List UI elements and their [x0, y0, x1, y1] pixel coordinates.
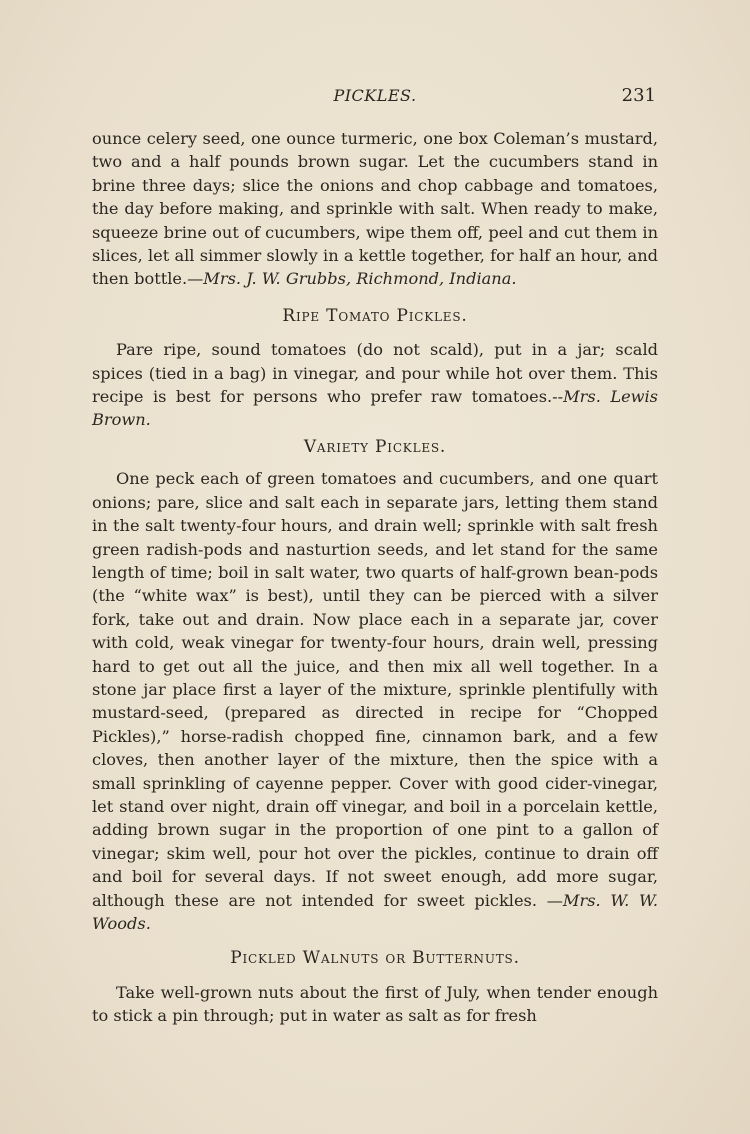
- page-header: [92, 86, 658, 114]
- ripe-tomato-pickles-paragraph: [92, 338, 658, 432]
- running-head: PICKLES.: [333, 86, 417, 105]
- pickled-walnuts-paragraph: [92, 981, 658, 1028]
- ripe-tomato-pickles-heading: Ripe Tomato Pickles.: [282, 305, 468, 326]
- recipe-continued-text: ounce celery seed, one ounce turmeric, one box Coleman’s mustard, two and a half pounds brown sugar. Let the cucumbers stand in brine three days; slice the onions and chop cabbage and tomatoes, the day before making, and sprinkle with salt. When ready to make, squeeze brine out of cucumbers, wipe them off, peel and cut them in slices, let all simmer slowly in a kettle together, for half an hour, and then bottle.—: [92, 129, 658, 289]
- pickled-walnuts-heading: Pickled Walnuts or Butternuts.: [230, 948, 520, 969]
- pickled-walnuts-text: Take well-grown nuts about the first of July, when tender enough to stick a pin through; put in water as salt as for fresh: [92, 982, 658, 1026]
- variety-pickles-citation: Mrs. W. W. Woods.: [92, 890, 658, 933]
- recipe-continued-paragraph: [92, 127, 658, 291]
- ripe-tomato-pickles-text: Pare ripe, sound tomatoes (do not scald), put in a jar; scald spices (tied in a bag) in vinegar, and pour while hot over them. This recipe is best for persons who prefer raw tomatoes.--: [92, 340, 658, 407]
- variety-pickles-heading: Variety Pickles.: [303, 436, 447, 457]
- page-number: 231: [621, 85, 656, 106]
- variety-pickles-text: One peck each of green tomatoes and cucumbers, and one quart onions; pare, slice and salt each in separate jars, letting them stand in the salt twenty-four hours, and drain well; sprinkle with salt fresh green radish-pods and nasturtion seeds, and let stand for the same length of time; boil in salt water, two quarts of half-grown bean-pods (the “white wax” is best), until they can be pierced with a silver fork, take out and drain. Now place each in a separate jar, cover with cold, weak vinegar for twenty-four hours, drain well, pressing hard to get out all the juice, and then mix all well together. In a stone jar place first a layer of the mixture, sprinkle plentifully with mustard-seed, (prepared as directed in recipe for “Chopped Pickles),” horse-radish chopped fine, cinnamon bark, and a few cloves, then another layer of the mixture, then the spice with a small sprinkling of cayenne pepper. Cover with good cider-vinegar, let stand over night, drain off vinegar, and boil in a porcelain kettle, adding brown sugar in the proportion of one pint to a gallon of vinegar; skim well, pour hot over the pickles, continue to drain off and boil for several days. If not sweet enough, add more sugar, although these are not intended for sweet pickles. —: [92, 469, 658, 910]
- ripe-tomato-pickles-citation: Mrs. Lewis Brown.: [92, 387, 658, 430]
- recipe-continued-citation: Mrs. J. W. Grubbs, Richmond, Indiana.: [203, 269, 517, 289]
- page-content: [92, 127, 658, 1028]
- variety-pickles-paragraph: [92, 467, 658, 935]
